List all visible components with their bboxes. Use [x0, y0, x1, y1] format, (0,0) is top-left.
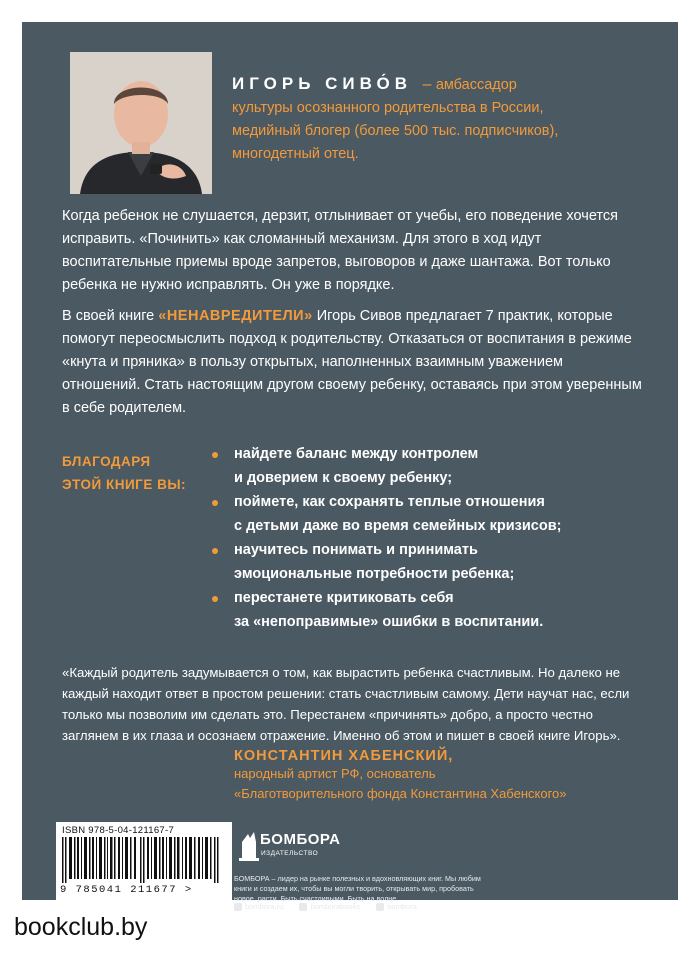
endorsement-quote: «Каждый родитель задумывается о том, как вырастить ребенка счастливым. Но далеко не каждый находит ответ в простом решении: стать счастливым самому. Дети научат нас, если только мы позволим им сделать это. Перестанем «причинять» добро, а просто честно заглянем в их глаза и осознаем отражение. Именно об этом и пишет в своей книге Игорь». — [62, 665, 630, 743]
publisher-socials — [234, 902, 534, 913]
quote-attribution — [234, 748, 654, 804]
instagram-icon — [299, 903, 307, 911]
benefit-item — [212, 442, 642, 490]
social-label: bombora.ru — [245, 902, 284, 911]
youtube-icon — [376, 903, 384, 911]
benefit-line1: найдете баланс между контролем — [234, 446, 479, 462]
intro-paragraph: Когда ребенок не слушается, дерзит, отлынивает от учебы, его поведение хочется исправить. «Починить» как сломанный механизм. Для этого в ход идут воспитательные приемы вроде запретов, выговоров и даже шантажа. Вот только ребенка не нужно исправлять. Он уже в порядке. — [62, 208, 618, 293]
social-label: bomborabooks — [310, 902, 361, 911]
author-title-line1: амбассадор — [435, 77, 517, 93]
book-title-highlight: «НЕНАВРЕДИТЕЛИ» — [158, 308, 313, 324]
barcode-number: 9 785041 211677 > — [60, 884, 193, 896]
bullet-dot-icon — [212, 596, 218, 602]
benefits-heading-line2: ЭТОЙ КНИГЕ ВЫ: — [62, 477, 187, 492]
author-portrait-icon — [70, 52, 212, 194]
benefit-item — [212, 538, 642, 586]
benefit-line2: эмоциональные потребности ребенка; — [234, 566, 515, 582]
benefit-item — [212, 490, 642, 538]
author-title-line4: многодетный отец. — [232, 146, 359, 162]
social-link[interactable] — [299, 902, 360, 911]
vk-icon — [234, 903, 242, 911]
book-back-cover — [22, 22, 678, 911]
benefit-line2: и доверием к своему ребенку; — [234, 470, 453, 486]
benefits-heading — [62, 450, 186, 496]
benefit-item — [212, 586, 642, 634]
benefit-line1: перестанете критиковать себя — [234, 590, 454, 606]
author-photo — [70, 52, 212, 194]
quote-author-line1: народный артист РФ, основатель — [234, 766, 436, 781]
publisher-subtitle: ИЗДАТЕЛЬСТВО — [261, 850, 319, 857]
bullet-dot-icon — [212, 548, 218, 554]
publisher-name: БОМБОРА — [260, 831, 341, 848]
bullet-dot-icon — [212, 500, 218, 506]
bullet-dot-icon — [212, 452, 218, 458]
social-link[interactable] — [234, 902, 283, 911]
barcode-panel — [56, 822, 232, 900]
description-after: Игорь Сивов предлагает 7 практик, которые помогут переосмыслить подход к родительству. Отказаться от воспитания в режиме «кнута и пряника» в пользу открытых, наполненных взаимным уважением отношений. Стать настоящим другом своему ребенку, оставаясь при этом уверенным в себе родителем. — [62, 308, 642, 416]
social-link[interactable] — [376, 902, 417, 911]
author-title-line2: культуры осознанного родительства в России, — [232, 100, 544, 116]
author-bio — [232, 74, 652, 166]
benefit-line2: за «непоправимые» ошибки в воспитании. — [234, 614, 544, 630]
quote-author-line2: «Благотворительного фонда Константина Хабенского» — [234, 786, 567, 801]
author-title-line3: медийный блогер (более 500 тыс. подписчиков), — [232, 123, 559, 139]
benefits-heading-line1: БЛАГОДАРЯ — [62, 454, 151, 469]
barcode-icon — [62, 837, 226, 883]
social-label: bombora — [387, 902, 417, 911]
benefits-list — [212, 442, 642, 634]
book-description-paragraph — [62, 305, 642, 420]
quote-author-name: КОНСТАНТИН ХАБЕНСКИЙ, — [234, 748, 454, 764]
author-dash: – — [422, 76, 432, 93]
site-watermark: bookclub.by — [14, 913, 148, 941]
benefit-line1: научитесь понимать и принимать — [234, 542, 478, 558]
publisher-description: БОМБОРА – лидер на рынке полезных и вдохновляющих книг. Мы любим книги и создаем их, чтобы вы могли творить, открывать мир, пробовать новое, расти. Быть счастливыми. Быть на волне. — [234, 874, 481, 903]
benefit-line1: поймете, как сохранять теплые отношения — [234, 494, 545, 510]
isbn-text: ISBN 978-5-04-121167-7 — [62, 825, 175, 836]
benefit-line2: с детьми даже во время семейных кризисов; — [234, 518, 562, 534]
description-before: В своей книге — [62, 308, 159, 324]
author-name: ИГОРЬ СИВО́В — [232, 74, 412, 93]
bombora-logo-icon — [238, 828, 260, 862]
